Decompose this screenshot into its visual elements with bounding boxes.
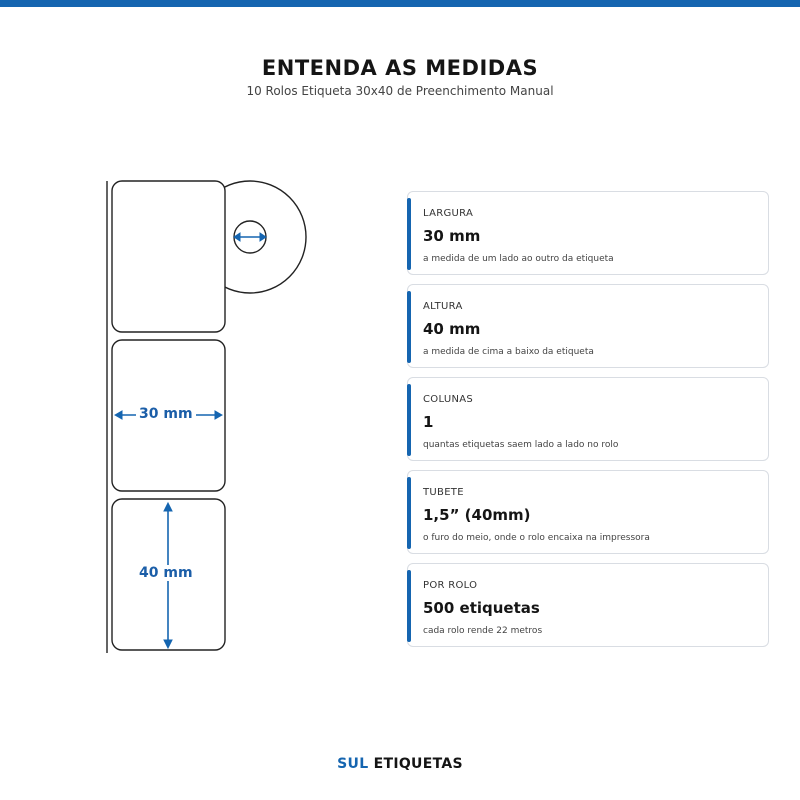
card-accent-bar (407, 570, 411, 642)
width-dimension-label: 30 mm (136, 406, 196, 422)
brand-part-sul: SUL (337, 756, 369, 772)
spec-label: TUBETE (423, 487, 464, 498)
brand-logo (0, 756, 800, 772)
page-subtitle: 10 Rolos Etiqueta 30x40 de Preenchimento Manual (246, 84, 554, 98)
spec-description: o furo do meio, onde o rolo encaixa na impressora (423, 533, 650, 543)
card-accent-bar (407, 291, 411, 363)
page-title: ENTENDA AS MEDIDAS (261, 56, 539, 80)
spec-description: a medida de cima a baixo da etiqueta (423, 347, 594, 357)
top-accent-bar (0, 0, 800, 7)
roll-illustration (100, 175, 315, 657)
label-top (112, 181, 225, 332)
height-dimension-label: 40 mm (136, 565, 196, 581)
spec-card-colunas (407, 377, 769, 461)
spec-value: 1 (423, 413, 434, 431)
spec-description: quantas etiquetas saem lado a lado no rolo (423, 440, 619, 450)
spec-value: 30 mm (423, 227, 481, 245)
card-accent-bar (407, 477, 411, 549)
spec-card-altura (407, 284, 769, 368)
spec-label: COLUNAS (423, 394, 474, 405)
spec-description: cada rolo rende 22 metros (423, 626, 543, 636)
spec-label: POR ROLO (423, 580, 478, 591)
spec-card-por-rolo (407, 563, 769, 647)
spec-card-tubete (407, 470, 769, 554)
spec-label: LARGURA (423, 208, 474, 219)
spec-card-list (407, 191, 769, 656)
label-roll-diagram (100, 175, 315, 657)
spec-card-largura (407, 191, 769, 275)
spec-value: 500 etiquetas (423, 599, 540, 617)
brand-part-etiquetas: ETIQUETAS (373, 756, 463, 772)
spec-value: 40 mm (423, 320, 481, 338)
spec-value: 1,5” (40mm) (423, 506, 531, 524)
card-accent-bar (407, 384, 411, 456)
spec-description: a medida de um lado ao outro da etiqueta (423, 254, 614, 264)
spec-label: ALTURA (423, 301, 463, 312)
card-accent-bar (407, 198, 411, 270)
